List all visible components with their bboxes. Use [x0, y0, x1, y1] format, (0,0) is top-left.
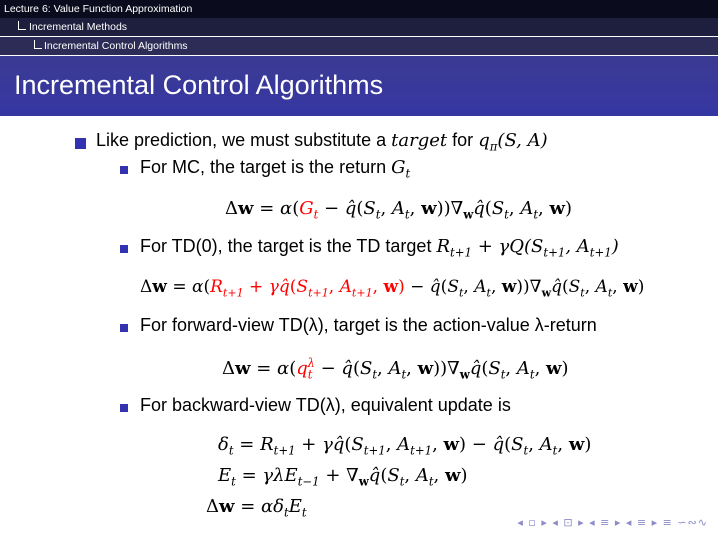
sub-bullet-td0: For TD(0), the target is the TD target $R_{t+1} + \gamma Q(S_{t+1}$, $A_{t+1}$)	[140, 236, 619, 260]
equation-eligibility-trace: $E_t = \gamma\lambda E_{t-1}$ + $\nabla_wq̂(S_t$, $A_t$, w)	[218, 465, 468, 489]
tree-corner-icon	[34, 40, 42, 49]
beamer-header	[0, 0, 718, 56]
sub-bullet-icon	[120, 324, 128, 332]
main-bullet: Like prediction, we must substitute a target for $q_\pi(S$, A)	[96, 130, 548, 154]
lecture-title[interactable]: Lecture 6: Value Function Approximation	[0, 0, 718, 18]
tree-corner-icon	[18, 21, 26, 30]
sub-bullet-forward-view: For forward-view TD(λ), target is the action-value λ-return	[140, 315, 597, 335]
equation-forward-view-update: $\Delta w = \alpha(q_t^\lambda$ − $q̂(S_t$, $A_t$, $w))\nabla_wq̂(S_t$, $A_t$, w)	[222, 356, 569, 382]
beamer-navigation-icons[interactable]: ◂ ▫ ▸ ◂ ⊡ ▸ ◂ ≡ ▸ ◂ ≡ ▸ ≡ ∽∾∿	[517, 516, 708, 529]
equation-td0-update: $\Delta w = \alpha(R_{t+1}$ + $\gamma q̂(S_{t+1}$, $A_{t+1}$, $w) - q̂(S_t$, $A_t$, $w))\nabla_wq̂(S_t$, $A_t$, w)	[140, 277, 645, 300]
sub-bullet-backward-view: For backward-view TD(λ), equivalent update is	[140, 395, 511, 415]
subsection-breadcrumb[interactable]: Incremental Control Algorithms	[0, 37, 718, 55]
frame-title: Incremental Control Algorithms	[14, 70, 384, 100]
frame-title-bar	[0, 56, 718, 116]
equation-backward-update: $\Delta w = \alpha\delta_tE_t$	[206, 496, 307, 520]
sub-bullet-icon	[120, 245, 128, 253]
sub-bullet-icon	[120, 404, 128, 412]
equation-mc-update: $\Delta w = \alpha(G_t$ − $q̂(S_t$, $A_t$, $w))\nabla_wq̂(S_t$, $A_t$, w)	[225, 198, 572, 222]
sub-bullet-icon	[120, 166, 128, 174]
equation-delta-t: $\delta_t = R_{t+1}$ + $\gamma q̂(S_{t+1}$, $A_{t+1}$, $w) - q̂(S_t$, $A_t$, w)	[218, 434, 592, 458]
bullet-square-icon	[75, 138, 86, 149]
section-breadcrumb[interactable]: Incremental Methods	[0, 18, 718, 36]
sub-bullet-mc: For MC, the target is the return $G_t$	[140, 157, 411, 181]
